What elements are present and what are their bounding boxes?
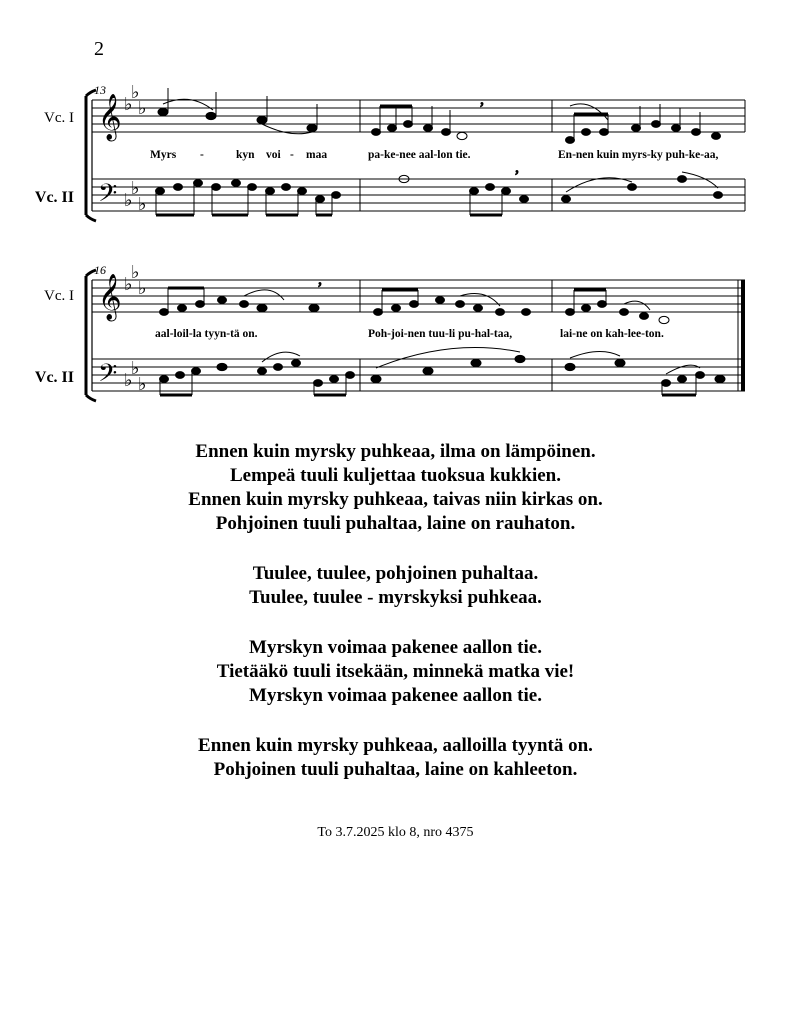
lyric: lai-ne on kah-lee-ton. (560, 328, 664, 340)
footer-date: To 3.7.2025 klo 8, nro 4375 (317, 825, 474, 840)
svg-text:♭: ♭ (124, 94, 133, 115)
poem-line: Myrskyn voimaa pakenee aallon tie. (249, 685, 542, 706)
svg-text:,: , (318, 271, 322, 288)
treble-clef: 𝄞 (98, 274, 122, 320)
stanza (0, 440, 791, 536)
part-label-vc1-system-1: Vc. I (44, 110, 74, 126)
poem-line: Myrskyn voimaa pakenee aallon tie. (249, 637, 542, 658)
lyric: - (290, 149, 294, 161)
page-number: 2 (94, 38, 104, 60)
lyric: kyn (236, 149, 255, 161)
measure-number-system-1: 13 (94, 83, 106, 97)
poem-line: Tuulee, tuulee - myrskyksi puhkeaa. (249, 587, 542, 608)
staff-vc2-system-1 (92, 179, 745, 211)
lyric: pa-ke-nee aal-lon tie. (368, 149, 471, 161)
poem-line: Tuulee, tuulee, pohjoinen puhaltaa. (252, 563, 539, 584)
part-label-vc2-system-2: Vc. II (34, 369, 74, 386)
poem-line: Ennen kuin myrsky puhkeaa, taivas niin kirkas on. (188, 489, 603, 510)
poem-line: Ennen kuin myrsky puhkeaa, aalloilla tyyntä on. (198, 735, 593, 756)
system-bracket (86, 90, 96, 221)
svg-text:♭: ♭ (131, 178, 140, 199)
svg-text:♭: ♭ (131, 358, 140, 379)
lyric: maa (306, 149, 328, 161)
svg-text:♭: ♭ (138, 98, 147, 119)
stanza (0, 636, 791, 708)
lyric: En-nen kuin myrs-ky puh-ke-aa, (558, 149, 719, 161)
staff-vc2-system-2 (92, 359, 745, 391)
poem-line: Pohjoinen tuuli puhaltaa, laine on rauhaton. (215, 513, 576, 534)
stanza (0, 562, 791, 610)
lyric: - (200, 149, 204, 161)
notes-vc2-system-2 (160, 348, 726, 395)
part-label-vc1-system-2: Vc. I (44, 288, 74, 304)
lyric: Myrs (150, 149, 177, 161)
svg-text:,: , (480, 91, 484, 108)
svg-text:♭: ♭ (124, 370, 133, 391)
poem (0, 440, 791, 808)
key-signature (124, 82, 147, 395)
stanza (0, 734, 791, 782)
poem-line: Ennen kuin myrsky puhkeaa, ilma on lämpöinen. (195, 441, 596, 462)
svg-text:♭: ♭ (138, 278, 147, 299)
bass-clef: 𝄢 (98, 359, 118, 394)
notes-vc1-system-2 (160, 271, 670, 324)
svg-text:,: , (515, 159, 519, 176)
lyric: aal-loil-la tyyn-tä on. (155, 328, 258, 340)
poem-line: Tietääkö tuuli itsekään, minnekä matka vie! (216, 661, 575, 682)
svg-text:♭: ♭ (131, 262, 140, 283)
svg-text:♭: ♭ (124, 274, 133, 295)
part-label-vc2-system-1: Vc. II (34, 189, 74, 206)
svg-text:♭: ♭ (138, 374, 147, 395)
svg-text:♭: ♭ (138, 194, 147, 215)
system-bracket (86, 270, 96, 401)
music-score (0, 0, 791, 420)
poem-line: Pohjoinen tuuli puhaltaa, laine on kahleeton. (213, 759, 578, 780)
lyric: voi (266, 149, 281, 161)
measure-number-system-2: 16 (94, 263, 106, 277)
bass-clef: 𝄢 (98, 179, 118, 214)
svg-text:♭: ♭ (124, 190, 133, 211)
poem-line: Lempeä tuuli kuljettaa tuoksua kukkien. (230, 465, 561, 486)
lyric: Poh-joi-nen tuu-li pu-hal-taa, (368, 328, 513, 340)
svg-text:♭: ♭ (131, 82, 140, 103)
treble-clef: 𝄞 (98, 94, 122, 140)
staff-vc1-system-1 (92, 100, 745, 132)
